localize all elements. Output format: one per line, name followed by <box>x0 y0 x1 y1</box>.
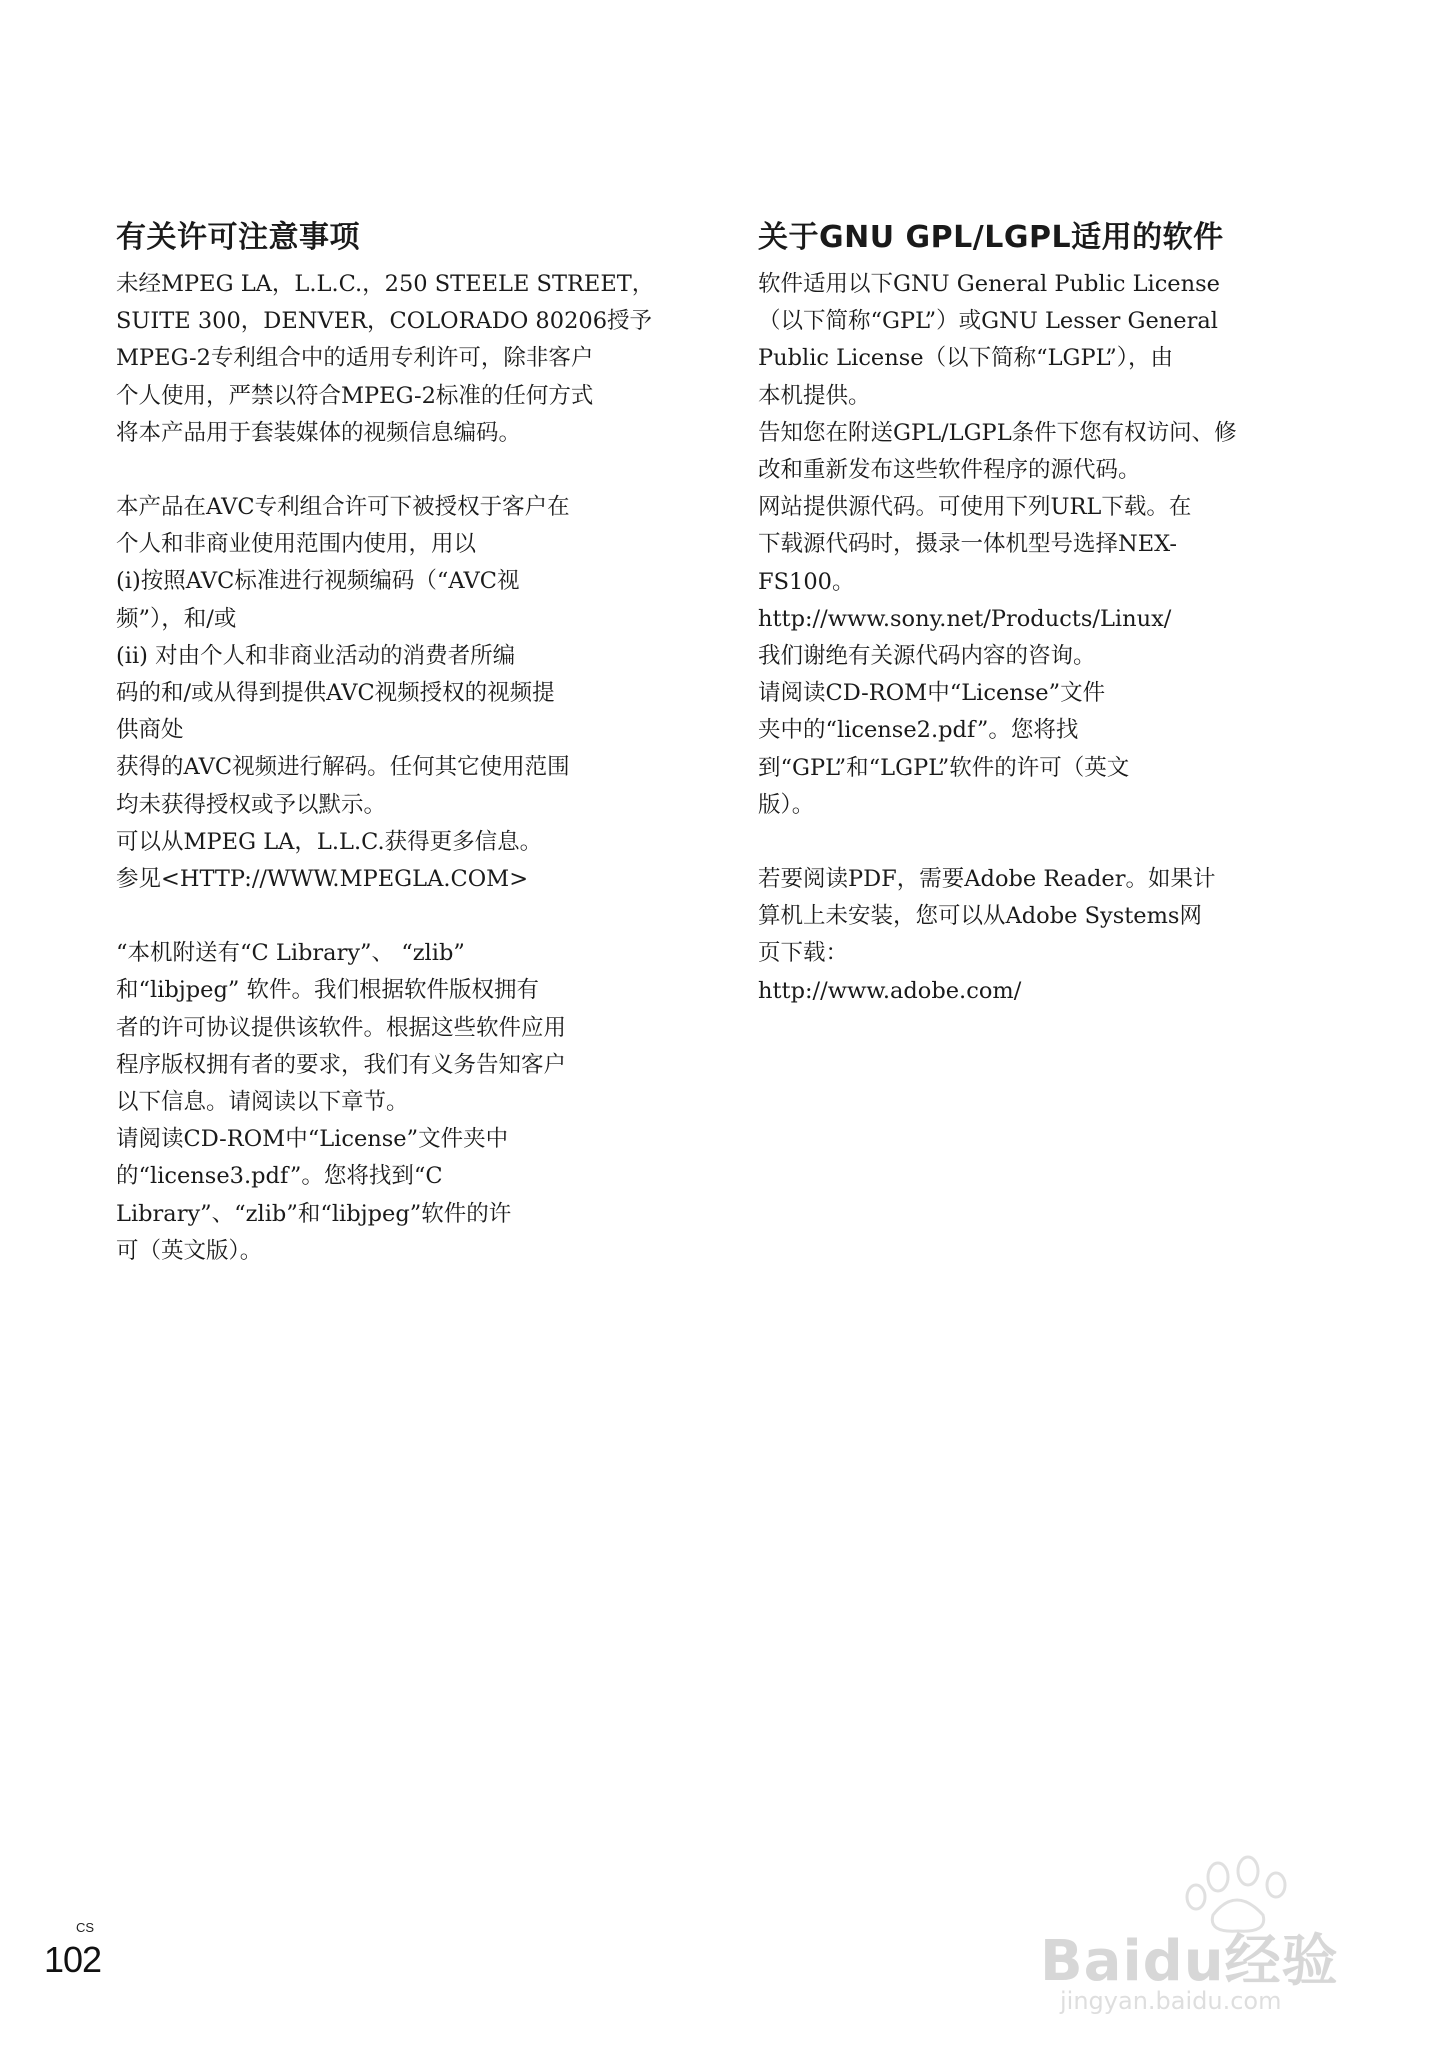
watermark-brand: Baidu经验 <box>1040 1929 1339 1994</box>
text-line: 个人使用，严禁以符合MPEG-2标准的任何方式 <box>116 382 594 409</box>
text-line: 告知您在附送GPL/LGPL条件下您有权访问、修 <box>758 419 1237 446</box>
text-line: http://www.adobe.com/ <box>758 977 1022 1004</box>
text-line: “本机附送有“C Library”、 “zlib” <box>116 940 465 967</box>
text-line: 我们谢绝有关源代码内容的咨询。 <box>758 643 1096 670</box>
text-line: Library”、“zlib”和“libjpeg”软件的许 <box>116 1200 512 1227</box>
text-line: 到“GPL”和“LGPL”软件的许可（英文 <box>758 754 1130 781</box>
text-line: 软件适用以下GNU General Public License <box>758 271 1220 297</box>
paragraph <box>116 935 682 1270</box>
text-line: （以下简称“GPL”）或GNU Lesser General <box>758 308 1218 335</box>
text-line: 将本产品用于套装媒体的视频信息编码。 <box>116 419 522 446</box>
text-line: 可以从MPEG LA，L.L.C.获得更多信息。 <box>116 828 543 855</box>
baidu-watermark <box>1040 1855 1370 2035</box>
paragraph <box>758 266 1328 824</box>
text-line: 参见<HTTP://WWW.MPEGLA.COM> <box>116 866 529 893</box>
text-line: 和“libjpeg” 软件。我们根据软件版权拥有 <box>116 977 540 1004</box>
text-line: (i)按照AVC标准进行视频编码（“AVC视 <box>116 568 520 595</box>
page-number: 102 <box>44 1939 102 1980</box>
text-line: http://www.sony.net/Products/Linux/ <box>758 605 1172 632</box>
text-line: 供商处 <box>116 717 184 744</box>
text-line: 程序版权拥有者的要求，我们有义务告知客户 <box>116 1051 567 1078</box>
text-line: 的“license3.pdf”。您将找到“C <box>116 1163 443 1190</box>
text-line: 网站提供源代码。可使用下列URL下载。在 <box>758 494 1192 521</box>
license-notice-heading: 有关许可注意事项 <box>116 220 360 255</box>
text-line: 改和重新发布这些软件程序的源代码。 <box>758 457 1141 484</box>
text-line: Public License（以下简称“LGPL”），由 <box>758 345 1173 372</box>
text-line: 页下载： <box>758 940 849 967</box>
text-line: 码的和/或从得到提供AVC视频授权的视频提 <box>116 680 555 707</box>
paragraph <box>758 861 1328 1010</box>
text-line: 请阅读CD-ROM中“License”文件夹中 <box>116 1126 509 1153</box>
text-line: 下载源代码时，摄录一体机型号选择NEX- <box>758 531 1177 558</box>
left-column <box>116 218 682 1307</box>
text-line: 算机上未安装，您可以从Adobe Systems网 <box>758 903 1202 930</box>
language-code: CS <box>76 1920 95 1935</box>
text-line: 本机提供。 <box>758 382 871 409</box>
text-line: 个人和非商业使用范围内使用，用以 <box>116 531 477 558</box>
paragraph <box>116 489 682 898</box>
paragraph <box>116 266 682 452</box>
right-column <box>758 218 1328 1047</box>
text-line: 版）。 <box>758 791 815 818</box>
text-line: 频”），和/或 <box>116 605 237 632</box>
text-line: 获得的AVC视频进行解码。任何其它使用范围 <box>116 754 570 781</box>
text-line: (ii) 对由个人和非商业活动的消费者所编 <box>116 642 516 669</box>
watermark-url: jingyan.baidu.com <box>1060 1987 1282 2015</box>
gpl-lgpl-heading: 关于GNU GPL/LGPL适用的软件 <box>758 220 1224 255</box>
right-column-body <box>758 266 1328 1010</box>
text-line: 未经MPEG LA，L.L.C.，250 STEELE STREET， <box>116 271 655 297</box>
text-line: 本产品在AVC专利组合许可下被授权于客户在 <box>116 494 570 521</box>
left-column-body <box>116 266 682 1270</box>
text-line: 请阅读CD-ROM中“License”文件 <box>758 680 1106 707</box>
text-line: FS100。 <box>758 568 855 595</box>
text-line: 可（英文版）。 <box>116 1237 263 1264</box>
text-line: 以下信息。请阅读以下章节。 <box>116 1089 409 1116</box>
text-line: 均未获得授权或予以默示。 <box>116 791 387 818</box>
text-line: MPEG-2专利组合中的适用专利许可，除非客户 <box>116 345 594 372</box>
text-line: 夹中的“license2.pdf”。您将找 <box>758 717 1079 744</box>
text-line: 者的许可协议提供该软件。根据这些软件应用 <box>116 1014 567 1041</box>
text-line: SUITE 300，DENVER，COLORADO 80206授予 <box>116 308 653 335</box>
text-line: 若要阅读PDF，需要Adobe Reader。如果计 <box>758 866 1216 893</box>
